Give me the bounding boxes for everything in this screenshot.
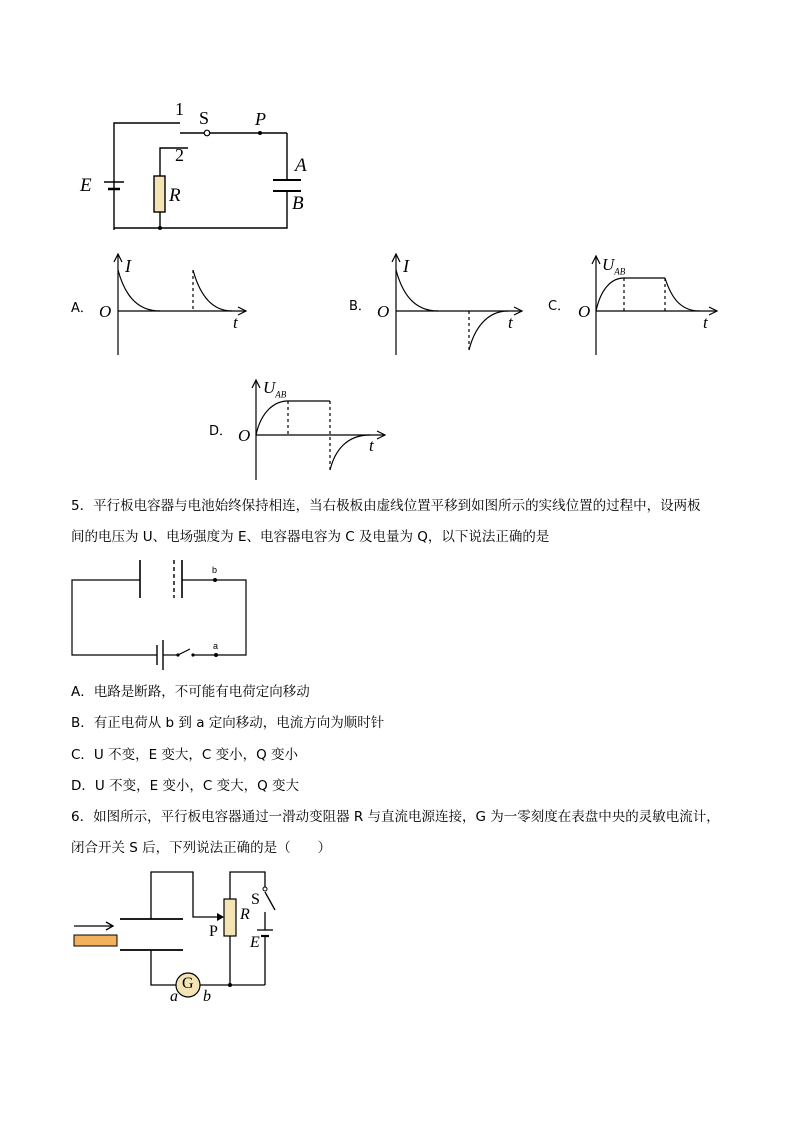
q6-fig-r-label: R bbox=[240, 906, 250, 923]
q5-option-a: A．电路是断路，不可能有电荷定向移动 bbox=[71, 684, 310, 700]
graph-a-xlabel: t bbox=[233, 313, 238, 332]
switch-label: S bbox=[199, 108, 210, 128]
q6-stem-line2: 闭合开关 S 后，下列说法正确的是（ ） bbox=[71, 840, 332, 856]
q5-fig-a-label: a bbox=[213, 641, 219, 651]
graph-d-origin: O bbox=[238, 426, 251, 445]
graph-a-origin: O bbox=[99, 302, 112, 321]
q6-galvanometer-label: G bbox=[182, 975, 194, 992]
q5-stem-line2: 间的电压为 U、电场强度为 E、电容器电容为 C 及电量为 Q，以下说法正确的是 bbox=[71, 529, 550, 545]
graph-b-xlabel: t bbox=[508, 313, 513, 332]
graph-d-xlabel: t bbox=[369, 436, 374, 455]
q6-fig-e-label: E bbox=[250, 934, 260, 951]
graph-c-ylabel-sub: AB bbox=[614, 266, 626, 277]
graph-c-ylabel-main: U bbox=[602, 255, 615, 274]
plate-b-label: B bbox=[292, 193, 304, 214]
node-p-label: P bbox=[255, 109, 266, 129]
q5-option-b: B．有正电荷从 b 到 a 定向移动，电流方向为顺时针 bbox=[71, 715, 385, 731]
graph-a-ylabel: I bbox=[125, 256, 131, 276]
q5-option-d: D．U 不变，E 变小，C 变大，Q 变大 bbox=[71, 778, 300, 794]
q6-fig-p-label: P bbox=[209, 923, 218, 940]
graph-c-xlabel: t bbox=[703, 313, 708, 332]
graph-c-origin: O bbox=[578, 302, 591, 321]
q6-stem-line1: 6．如图所示，平行板电容器通过一滑动变阻器 R 与直流电源连接，G 为一零刻度在表盘中央的灵敏电流计， bbox=[71, 809, 720, 825]
q6-fig-s-label: S bbox=[251, 891, 260, 908]
plate-a-label: A bbox=[295, 155, 307, 176]
q5-fig-b-label: b bbox=[212, 565, 218, 575]
graph-d-ylabel-main: U bbox=[263, 378, 276, 397]
q6-fig-b-label: b bbox=[203, 988, 211, 1005]
graph-c-option-label: C． bbox=[548, 299, 571, 314]
node-1-label: 1 bbox=[175, 99, 184, 119]
q5-stem-line1: 5．平行板电容器与电池始终保持相连，当右极板由虚线位置平移到如图所示的实线位置的过程中，设两板 bbox=[71, 498, 701, 514]
battery-label: E bbox=[80, 175, 92, 196]
graph-b-ylabel: I bbox=[403, 256, 409, 276]
graph-d-option-label: D． bbox=[209, 424, 233, 439]
graph-a-option-label: A． bbox=[71, 301, 93, 316]
q6-fig-a-label: a bbox=[170, 988, 178, 1005]
graph-b-option-label: B． bbox=[349, 299, 371, 314]
resistor-label: R bbox=[169, 185, 181, 206]
node-2-label: 2 bbox=[175, 145, 184, 165]
q5-option-c: C．U 不变，E 变大，C 变小，Q 变小 bbox=[71, 747, 299, 763]
graph-d-ylabel-sub: AB bbox=[275, 389, 287, 400]
graph-b-origin: O bbox=[377, 302, 390, 321]
